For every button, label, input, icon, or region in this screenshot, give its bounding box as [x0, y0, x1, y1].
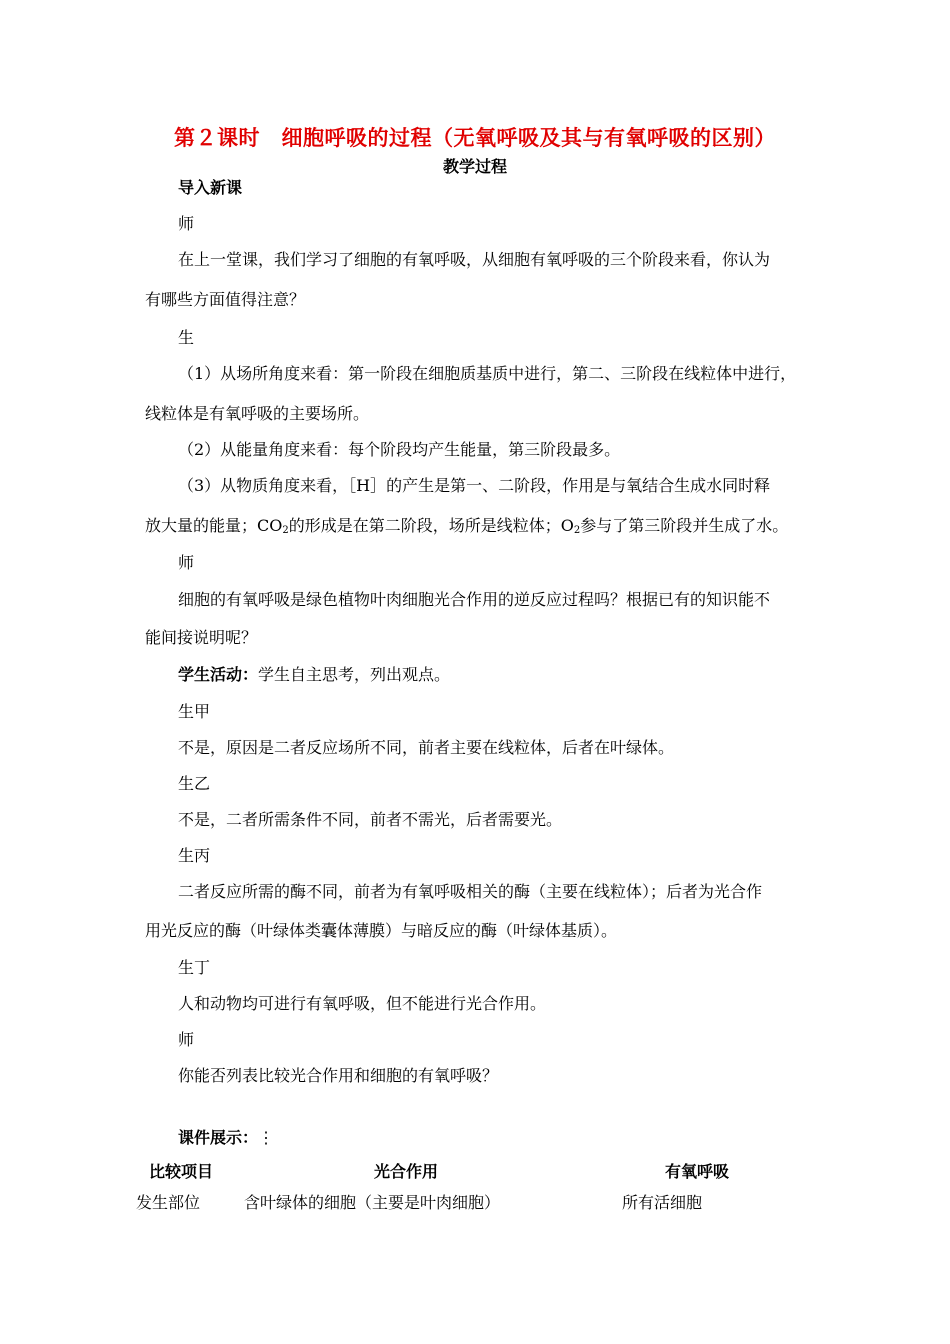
answer-a: 不是，原因是二者反应场所不同，前者主要在线粒体，后者在叶绿体。 — [178, 738, 675, 757]
point-3-text-c: 参与了第三阶段并生成了水。 — [580, 516, 789, 535]
teacher-question-1-line-2: 有哪些方面值得注意？ — [145, 290, 306, 309]
lesson-title: 第２课时 细胞呼吸的过程（无氧呼吸及其与有氧呼吸的区别） — [174, 125, 776, 150]
speaker-a: 生甲 — [178, 702, 211, 721]
table-header-photosynthesis: 光合作用 — [374, 1162, 439, 1181]
courseware-label: 课件展示： — [178, 1128, 259, 1147]
point-1-line-1: （1）从场所角度来看：第一阶段在细胞质基质中进行，第二、三阶段在线粒体中进行， — [178, 364, 797, 383]
speaker-c: 生丙 — [178, 846, 211, 865]
table-cell-location-respiration: 所有活细胞 — [622, 1193, 703, 1212]
student-activity-label: 学生活动： — [178, 665, 259, 684]
lesson-subtitle: 教学过程 — [442, 157, 507, 176]
co2-subscript: 2 — [282, 525, 289, 536]
answer-c-line-1: 二者反应所需的酶不同，前者为有氧呼吸相关的酶（主要在线粒体）；后者为光合作 — [178, 882, 763, 901]
answer-d: 人和动物均可进行有氧呼吸，但不能进行光合作用。 — [178, 994, 547, 1013]
intro-heading: 导入新课 — [178, 178, 243, 197]
speaker-teacher-2: 师 — [178, 553, 195, 572]
teacher-question-2-line-1: 细胞的有氧呼吸是绿色植物叶肉细胞光合作用的逆反应过程吗？根据已有的知识能不 — [178, 590, 771, 609]
point-3-line-2 — [145, 516, 788, 541]
table-cell-location-photosynthesis: 含叶绿体的细胞（主要是叶肉细胞） — [244, 1193, 501, 1212]
teacher-question-2-line-2: 能间接说明呢？ — [145, 628, 258, 647]
teacher-question-3: 你能否列表比较光合作用和细胞的有氧呼吸？ — [178, 1066, 499, 1085]
answer-b: 不是，二者所需条件不同，前者不需光，后者需要光。 — [178, 810, 563, 829]
speaker-b: 生乙 — [178, 774, 211, 793]
table-cell-location-label: 发生部位 — [136, 1193, 201, 1212]
table-header-respiration: 有氧呼吸 — [665, 1162, 730, 1181]
point-3-text-b: 的形成是在第二阶段，场所是线粒体；O — [288, 516, 574, 535]
student-activity-text: 学生自主思考，列出观点。 — [258, 665, 451, 684]
point-2: （2）从能量角度来看：每个阶段均产生能量，第三阶段最多。 — [178, 440, 621, 459]
point-1-line-2: 线粒体是有氧呼吸的主要场所。 — [145, 404, 370, 423]
point-3-line-1: （3）从物质角度来看，［H］的产生是第一、二阶段，作用是与氧结合生成水同时释 — [178, 476, 771, 495]
student-activity — [178, 665, 450, 685]
courseware-text: ⋮ — [258, 1128, 275, 1147]
speaker-teacher-3: 师 — [178, 1030, 195, 1049]
teacher-question-1-line-1: 在上一堂课，我们学习了细胞的有氧呼吸，从细胞有氧呼吸的三个阶段来看，你认为 — [178, 250, 771, 269]
speaker-teacher-1: 师 — [178, 214, 195, 233]
point-3-text-a: 放大量的能量；CO — [145, 516, 283, 535]
answer-c-line-2: 用光反应的酶（叶绿体类囊体薄膜）与暗反应的酶（叶绿体基质）。 — [145, 921, 618, 940]
speaker-student: 生 — [178, 328, 195, 347]
courseware — [178, 1128, 274, 1148]
speaker-d: 生丁 — [178, 958, 211, 977]
table-header-item: 比较项目 — [149, 1162, 214, 1181]
o2-subscript: 2 — [573, 525, 581, 536]
